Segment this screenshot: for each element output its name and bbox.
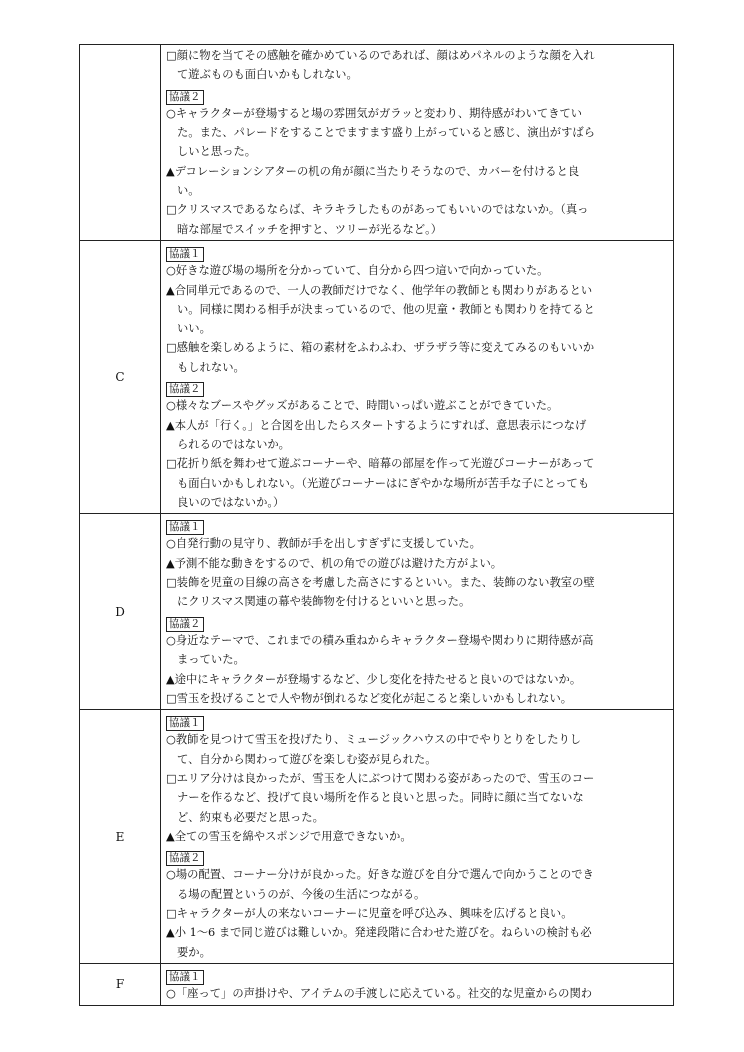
feedback-table bbox=[79, 44, 674, 1006]
comment-line: られるのではないか。 bbox=[177, 437, 290, 451]
comment-line: る場の配置というのが、今後の生活につながる。 bbox=[177, 887, 426, 901]
comment-line: ▲合同単元であるので、一人の教師だけでなく、他学年の教師とも関わりがあるとい bbox=[166, 283, 593, 297]
comment-line: ○キャラクターが登場すると場の雰囲気がガラッと変わり、期待感がわいてきてい bbox=[166, 106, 583, 120]
session-heading bbox=[166, 242, 669, 261]
comment-line: ど、約束も必要だと思った。 bbox=[177, 810, 324, 824]
table-row bbox=[80, 514, 674, 710]
comment-line: ○教師を見つけて雪玉を投げたり、ミュージックハウスの中でやりとりをしたりし bbox=[166, 733, 582, 747]
comment-line: ▲予測不能な動きをするので、机の角での遊びは避けた方がよい。 bbox=[166, 556, 503, 570]
comment-line: □キャラクターが人の来ないコーナーに児童を呼び込み、興味を広げると良い。 bbox=[166, 907, 573, 921]
session-heading bbox=[166, 612, 669, 631]
comment-line: ▲全ての雪玉を綿やスポンジで用意できないか。 bbox=[166, 829, 412, 843]
session-heading bbox=[166, 846, 669, 865]
comment-line: ○場の配置、コーナー分けが良かった。好きな遊びを自分で選んで向かうことのでき bbox=[166, 868, 594, 882]
comment-line: 暗な部屋でスイッチを押すと、ツリーが光るなど。） bbox=[177, 222, 443, 236]
comment-line: しいと思った。 bbox=[177, 145, 257, 159]
table-row bbox=[80, 963, 674, 1005]
table-body bbox=[80, 45, 674, 1006]
session-heading bbox=[166, 515, 669, 534]
row-label bbox=[80, 45, 161, 241]
row-label: E bbox=[80, 710, 161, 964]
comment-line: ○自発行動の見守り、教師が手を出しすぎずに支援していた。 bbox=[166, 537, 481, 551]
session-tag: 協議１ bbox=[166, 716, 204, 731]
session-tag: 協議２ bbox=[166, 90, 204, 105]
table-row bbox=[80, 45, 674, 241]
comment-line: も面白いかもしれない。（光遊びコーナーはにぎやかな場所が苦手な子にとっても bbox=[177, 476, 590, 490]
comment-line: □エリア分けは良かったが、雪玉を人にぶつけて関わる姿があったので、雪玉のコー bbox=[166, 771, 595, 785]
comment-line: ▲途中にキャラクターが登場するなど、少し変化を持たせると良いのではないか。 bbox=[166, 672, 582, 686]
row-content bbox=[161, 514, 674, 710]
comment-line: □花折り紙を舞わせて遊ぶコーナーや、暗幕の部屋を作って光遊びコーナーがあって bbox=[166, 457, 595, 471]
comment-line: ○「座って」の声掛けや、アイテムの手渡しに応えている。社交的な児童からの関わ bbox=[166, 987, 593, 1001]
row-label: F bbox=[80, 963, 161, 1005]
comment-line: た。また、パレードをすることでますます盛り上がっていると感じ、演出がすばら bbox=[177, 126, 595, 140]
comment-line: て、自分から関わって遊びを楽しむ姿が見られた。 bbox=[177, 752, 437, 766]
comment-line: て遊ぶものも面白いかもしれない。 bbox=[177, 68, 358, 82]
row-content bbox=[161, 45, 674, 241]
table-row bbox=[80, 710, 674, 964]
comment-line: 良いのではないか。） bbox=[177, 495, 285, 509]
comment-line: い。 bbox=[177, 184, 200, 198]
comment-line: □装飾を児童の目線の高さを考慮した高さにするといい。また、装飾のない教室の壁 bbox=[166, 576, 595, 590]
table-row bbox=[80, 240, 674, 513]
comment-line: □顔に物を当てその感触を確かめているのであれば、顔はめパネルのような顔を入れ bbox=[166, 49, 595, 62]
comment-line: □雪玉を投げることで人や物が倒れるなど変化が起こると楽しいかもしれない。 bbox=[166, 691, 573, 705]
comment-line: 要か。 bbox=[177, 945, 211, 959]
session-tag: 協議２ bbox=[166, 382, 204, 397]
session-heading bbox=[166, 377, 669, 396]
comment-line: ▲本人が「行く。」と合図を出したらスタートするようにすれば、意思表示につなげ bbox=[166, 418, 587, 432]
row-label: C bbox=[80, 240, 161, 513]
session-tag: 協議２ bbox=[166, 851, 204, 866]
comment-line: ○身近なテーマで、これまでの積み重ねからキャラクター登場や関わりに期待感が高 bbox=[166, 633, 594, 647]
row-content bbox=[161, 240, 674, 513]
session-tag: 協議１ bbox=[166, 247, 204, 262]
comment-line: い。同様に関わる相手が決まっているので、他の児童・教師とも関わりを持てると bbox=[177, 302, 595, 316]
comment-line: まっていた。 bbox=[177, 653, 245, 667]
comment-line: ○好きな遊び場の場所を分かっていて、自分から四つ這いで向かっていた。 bbox=[166, 264, 549, 278]
session-heading bbox=[166, 965, 669, 984]
comment-line: いい。 bbox=[177, 322, 211, 336]
row-label: D bbox=[80, 514, 161, 710]
comment-line: ▲デコレーションシアターの机の角が顔に当たりそうなので、カバーを付けると良 bbox=[166, 164, 580, 178]
comment-line: □クリスマスであるならば、キラキラしたものがあってもいいのではないか。（真っ bbox=[166, 203, 589, 217]
session-tag: 協議１ bbox=[166, 970, 204, 985]
session-heading bbox=[166, 85, 669, 104]
comment-line: ナーを作るなど、投げて良い場所を作ると良いと思った。同時に顔に当てないな bbox=[177, 791, 584, 805]
row-content bbox=[161, 963, 674, 1005]
comment-line: ▲小 1～6 まで同じ遊びは難しいか。発達段階に合わせた遊びを。ねらいの検討も必 bbox=[166, 926, 592, 940]
row-content bbox=[161, 710, 674, 964]
session-tag: 協議２ bbox=[166, 617, 204, 632]
comment-line: もしれない。 bbox=[177, 360, 245, 374]
session-heading bbox=[166, 711, 669, 730]
comment-line: ○様々なブースやグッズがあることで、時間いっぱい遊ぶことができていた。 bbox=[166, 399, 559, 413]
session-tag: 協議１ bbox=[166, 520, 204, 535]
comment-line: □感触を楽しめるように、箱の素材をふわふわ、ザラザラ等に変えてみるのもいいか bbox=[166, 341, 595, 355]
comment-line: にクリスマス関連の幕や装飾物を付けるといいと思った。 bbox=[177, 595, 471, 609]
